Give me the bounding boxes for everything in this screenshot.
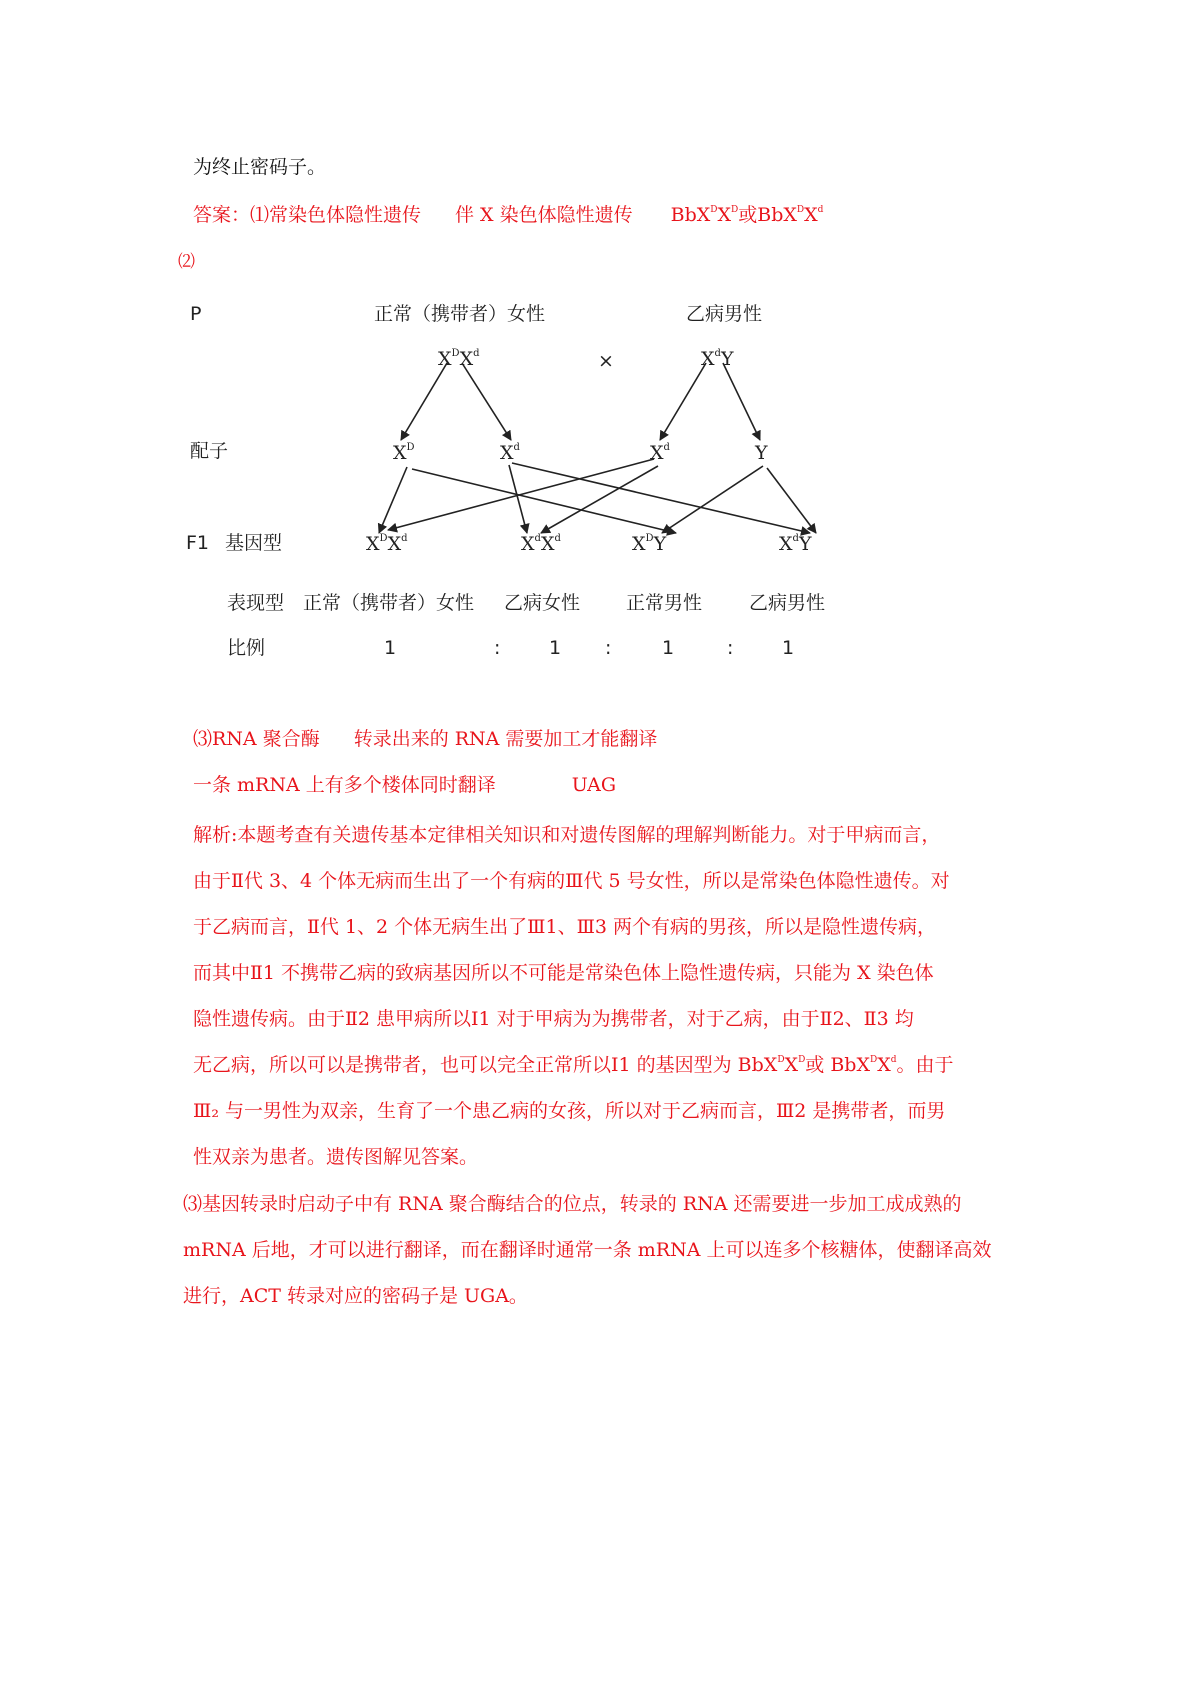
arrow-Y-to-XdY bbox=[767, 468, 816, 533]
genotype-label: 基因型 bbox=[225, 532, 283, 554]
answer-3-line-2: 一条 mRNA 上有多个楼体同时翻译 UAG bbox=[193, 774, 617, 796]
answer-3-line-1: ⑶RNA 聚合酶 转录出来的 RNA 需要加工才能翻译 bbox=[193, 728, 658, 750]
gamete-3: $X^d$ bbox=[650, 442, 670, 464]
ratio-colon-1: : bbox=[494, 637, 501, 659]
phenotype-1: 正常（携带者）女性 bbox=[303, 592, 475, 614]
analysis-paragraph bbox=[193, 812, 1033, 1180]
intro-text: 为终止密码子。 bbox=[193, 156, 327, 178]
phenotype-3: 正常男性 bbox=[626, 592, 703, 614]
ratio-colon-2: : bbox=[605, 637, 612, 659]
f1-genotype-3: $X^DY$ bbox=[632, 533, 667, 555]
ratio-3: 1 bbox=[662, 637, 675, 659]
arrow-p-male-to-gamete-Y bbox=[723, 363, 760, 440]
arrow-Xd-to-XdXd bbox=[541, 466, 658, 533]
ratio-2: 1 bbox=[549, 637, 562, 659]
analysis-line-4: 而其中Ⅱ1 不携带乙病的致病基因所以不可能是常染色体上隐性遗传病，只能为 X 染色体 bbox=[193, 962, 934, 984]
ratio-colon-3: : bbox=[727, 637, 734, 659]
arrow-Xd-to-XDXd bbox=[388, 459, 654, 530]
p-male-genotype: $X^dY$ bbox=[701, 348, 734, 370]
gamete-label: 配子 bbox=[190, 440, 229, 462]
p-female-label: 正常（携带者）女性 bbox=[374, 303, 546, 325]
answer-1-label: 答案：⑴常染色体隐性遗传 bbox=[193, 204, 422, 226]
analysis-line-8: 性双亲为患者。遗传图解见答案。 bbox=[193, 1146, 479, 1168]
phenotype-4: 乙病男性 bbox=[749, 592, 826, 614]
gamete-4: Y bbox=[755, 442, 768, 464]
f1-genotype-4: $X^dY$ bbox=[779, 533, 812, 555]
arrow-p-female-to-gamete-Xd bbox=[462, 363, 511, 440]
arrow-p-female-to-gamete-XD bbox=[401, 363, 447, 440]
arrow-p-male-to-gamete-Xd bbox=[660, 363, 706, 440]
analysis-line-2: 由于Ⅱ代 3、4 个体无病而生出了一个有病的Ⅲ代 5 号女性，所以是常染色体隐性遗传。对 bbox=[193, 870, 950, 892]
analysis-line-6: 无乙病，所以可以是携带者，也可以完全正常所以Ⅰ1 的基因型为 $BbX^DX^D$或 $BbX^DX^d$。由于 bbox=[193, 1054, 954, 1076]
analysis-line-5: 隐性遗传病。由于Ⅱ2 患甲病所以Ⅰ1 对于甲病为为携带者，对于乙病，由于Ⅱ2、Ⅱ3 均 bbox=[193, 1008, 914, 1030]
gamete-1: $X^D$ bbox=[393, 442, 415, 464]
ratio-1: 1 bbox=[384, 637, 397, 659]
analysis-3-line-3: 进行，ACT 转录对应的密码子是 UGA。 bbox=[183, 1285, 528, 1307]
arrow-Xd2-to-XdXd bbox=[509, 465, 527, 533]
answer-1-genotype-2: $BbX^DX^d$ bbox=[757, 204, 824, 226]
p-female-genotype: $X^DX^d$ bbox=[438, 348, 480, 370]
analysis-3-line-1: ⑶基因转录时启动子中有 RNA 聚合酶结合的位点，转录的 RNA 还需要进一步加工成成熟的 bbox=[183, 1193, 962, 1215]
arrow-XD-to-XDXd bbox=[379, 467, 407, 533]
analysis-line-3: 于乙病而言，Ⅱ代 1、2 个体无病生出了Ⅲ1、Ⅲ3 两个有病的男孩，所以是隐性遗传病， bbox=[193, 916, 937, 938]
answer-1-genotype-1: $BbX^DX^D$ bbox=[670, 204, 739, 226]
analysis-line-1: 解析:本题考查有关遗传基本定律相关知识和对遗传图解的理解判断能力。对于甲病而言， bbox=[193, 824, 941, 846]
f1-label: F1 bbox=[186, 532, 210, 554]
analysis-3-paragraph bbox=[183, 1181, 1043, 1319]
f1-genotype-2: $X^dX^d$ bbox=[521, 533, 561, 555]
arrow-Xd2-to-XdY bbox=[512, 463, 810, 533]
answer-1-part2: 伴 X 染色体隐性遗传 bbox=[455, 204, 633, 226]
ratio-label: 比例 bbox=[227, 637, 266, 659]
arrow-Y-to-XDY bbox=[662, 466, 763, 533]
ratio-4: 1 bbox=[782, 637, 795, 659]
cross-sign: × bbox=[598, 350, 614, 372]
p-label: P bbox=[190, 303, 202, 325]
phenotype-2: 乙病女性 bbox=[504, 592, 581, 614]
f1-genotype-1: $X^DX^d$ bbox=[366, 533, 408, 555]
p-male-label: 乙病男性 bbox=[686, 303, 763, 325]
analysis-3-line-2: mRNA 后地，才可以进行翻译，而在翻译时通常一条 mRNA 上可以连多个核糖体，使翻译高效 bbox=[183, 1239, 992, 1261]
answer-1-or: 或 bbox=[738, 204, 758, 226]
answer-2-label: ⑵ bbox=[178, 252, 195, 272]
analysis-line-7: Ⅲ₂ 与一男性为双亲，生育了一个患乙病的女孩，所以对于乙病而言，Ⅲ2 是携带者，而男 bbox=[193, 1100, 946, 1122]
gamete-2: $X^d$ bbox=[500, 442, 520, 464]
phenotype-label: 表现型 bbox=[227, 592, 285, 614]
